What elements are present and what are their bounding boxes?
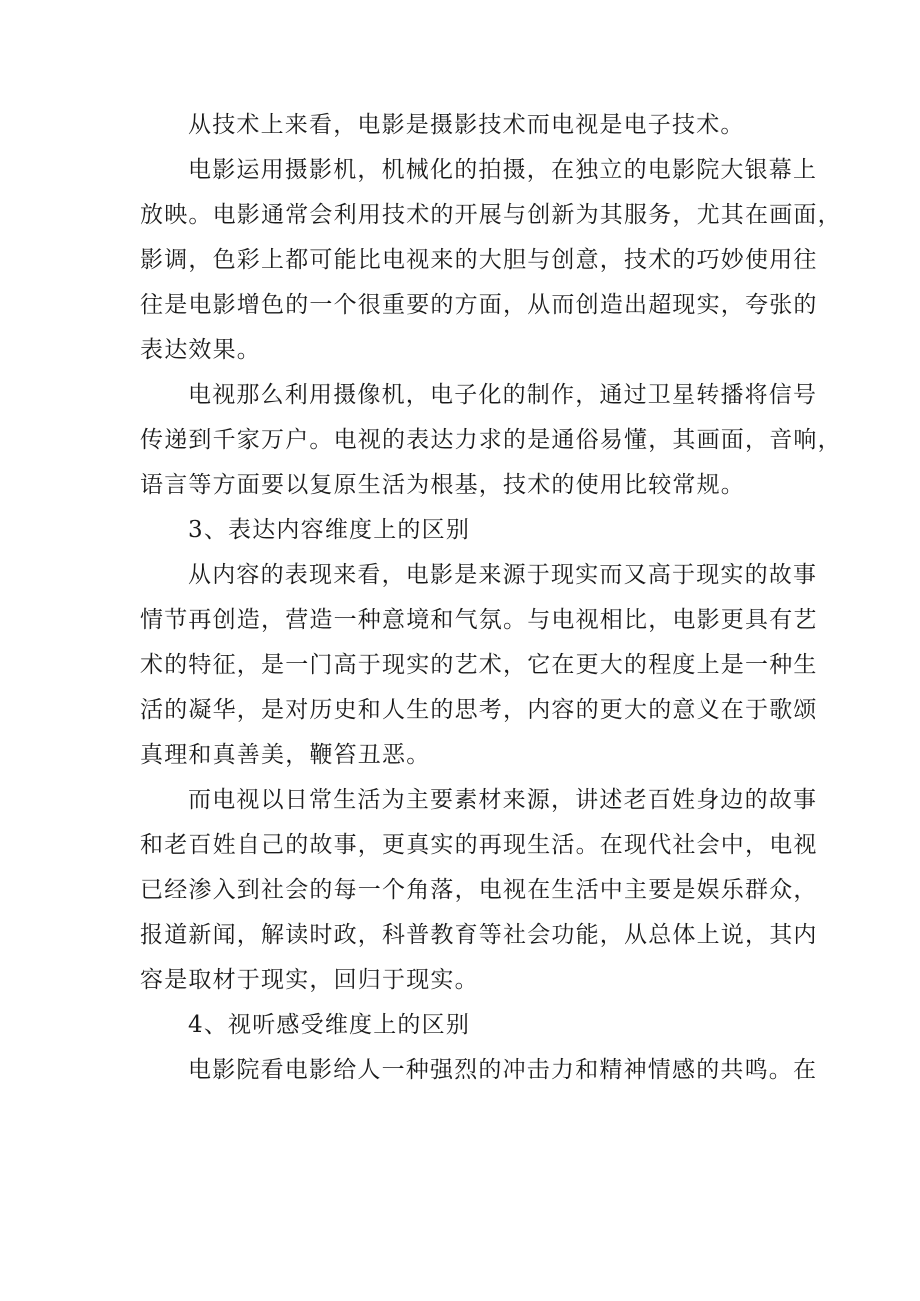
- text-line: 影调，色彩上都可能比电视来的大胆与创意，技术的巧妙使用往: [140, 247, 818, 273]
- text-line: 真理和真善美，鞭笞丑恶。: [140, 742, 431, 768]
- text-line: 语言等方面要以复原生活为根基，技术的使用比较常规。: [140, 472, 745, 498]
- text-line: 容是取材于现实，回归于现实。: [140, 967, 479, 993]
- paragraph-technique-intro: [140, 103, 800, 148]
- paragraph-film-technique: [140, 148, 842, 373]
- heading-text: 3、表达内容维度上的区别: [188, 517, 471, 543]
- text-line: 情节再创造，营造一种意境和气氛。与电视相比，电影更具有艺: [140, 607, 818, 633]
- document-body: [140, 103, 842, 1093]
- text-line: 从内容的表现来看，电影是来源于现实而又高于现实的故事: [188, 562, 818, 588]
- heading-text: 4、视听感受维度上的区别: [188, 1012, 471, 1038]
- paragraph-cinema-experience: [140, 1048, 818, 1093]
- section-heading-audiovisual-dimension: [140, 1003, 800, 1048]
- paragraph-film-content: [140, 553, 818, 778]
- section-heading-content-dimension: [140, 508, 800, 553]
- text-line: 电影院看电影给人一种强烈的冲击力和精神情感的共鸣。在: [188, 1057, 818, 1083]
- text-line: 和老百姓自己的故事，更真实的再现生活。在现代社会中，电视: [140, 832, 818, 858]
- text-line: 活的凝华，是对历史和人生的思考，内容的更大的意义在于歌颂: [140, 697, 818, 723]
- text-line: 往是电影增色的一个很重要的方面，从而创造出超现实，夸张的: [140, 292, 818, 318]
- text-line: 从技术上来看，电影是摄影技术而电视是电子技术。: [188, 112, 745, 138]
- text-line: 传递到千家万户。电视的表达力求的是通俗易懂，其画面，音响，: [140, 427, 842, 453]
- text-line: 术的特征，是一门高于现实的艺术，它在更大的程度上是一种生: [140, 652, 818, 678]
- text-line: 已经渗入到社会的每一个角落，电视在生活中主要是娱乐群众，: [140, 877, 818, 903]
- text-line: 报道新闻，解读时政，科普教育等社会功能，从总体上说，其内: [140, 922, 818, 948]
- text-line: 电影运用摄影机，机械化的拍摄，在独立的电影院大银幕上: [188, 157, 818, 183]
- text-line: 而电视以日常生活为主要素材来源，讲述老百姓身边的故事: [188, 787, 818, 813]
- paragraph-tv-content: [140, 778, 818, 1003]
- text-line: 电视那么利用摄像机，电子化的制作，通过卫星转播将信号: [188, 382, 818, 408]
- paragraph-tv-technique: [140, 373, 842, 508]
- text-line: 表达效果。: [140, 337, 261, 363]
- text-line: 放映。电影通常会利用技术的开展与创新为其服务，尤其在画面，: [140, 202, 842, 228]
